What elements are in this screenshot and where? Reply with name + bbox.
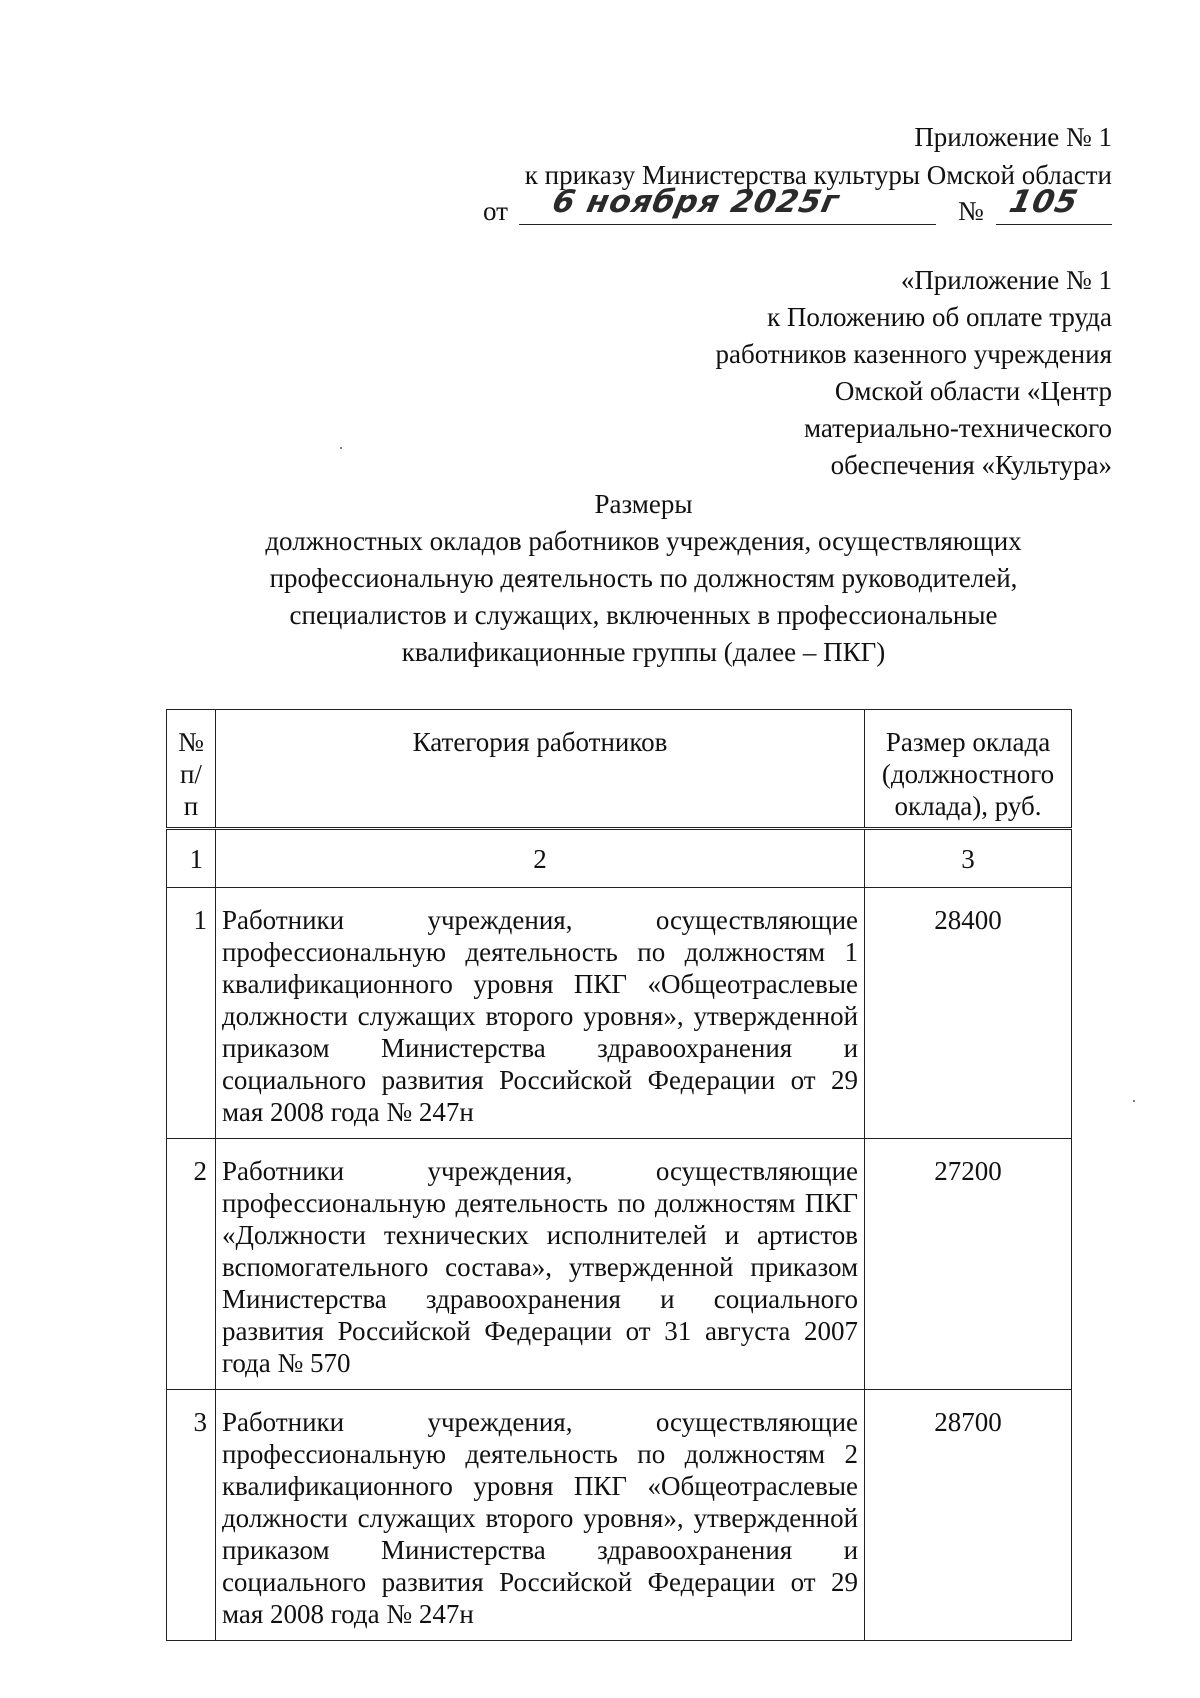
number-underline [996,224,1112,225]
table-row [167,888,1072,1139]
salary-cell: 28700 [865,1390,1072,1641]
order-date-number-row [483,184,1112,230]
header-number-line: п [183,791,199,821]
salary-cell: 28400 [865,888,1072,1139]
appendix-quote-line: материально-технического [803,413,1112,443]
appendix-quote-line: обеспечения «Культура» [830,450,1112,480]
header-number-line: № [178,727,204,757]
salary-table [166,709,1072,1641]
scan-speck [340,447,342,449]
header-salary-line: оклада), руб. [894,791,1042,821]
handwritten-number: 105 [1006,184,1082,220]
date-underline [519,224,936,225]
table-header-row [167,710,1072,829]
order-reference-line: к приказу Министерства культуры Омской области [524,160,1112,190]
appendix-number-line: Приложение № 1 [914,122,1112,152]
handwritten-date: 6 ноября 2025г [549,184,843,220]
number-label: № [958,196,984,226]
appendix-quote-line: работников казенного учреждения [715,339,1112,369]
title-line: профессиональную деятельность по должностям руководителей, [269,563,1018,593]
header-salary-line: Размер оклада [885,727,1051,757]
header-salary-line: (должностного [881,759,1055,789]
from-label: от [483,196,508,226]
category-cell: Работники учреждения, осуществляющие профессиональную деятельность по должностям ПКГ «Должности технических исполнителей и артистов вспомогательного состава», утвержденной приказом Министерства здравоохранения и социального развития Российской Федерации от 31 августа 2007 года № 570 [215,1139,864,1390]
appendix-quote-block [716,262,1112,484]
row-number-cell: 1 [167,888,216,1139]
title-heading: Размеры [594,489,693,519]
appendix-quote-line: «Приложение № 1 [900,265,1112,295]
scan-speck [1133,1100,1135,1102]
category-cell: Работники учреждения, осуществляющие профессиональную деятельность по должностям 2 квалификационного уровня ПКГ «Общеотраслевые должности служащих второго уровня», утвержденной приказом Министерства здравоохранения и социального развития Российской Федерации от 29 мая 2008 года № 247н [215,1390,864,1641]
title-line: должностных окладов работников учреждения, осуществляющих [265,526,1022,556]
table-row [167,1390,1072,1641]
index-cell: 1 [167,829,216,888]
appendix-quote-line: Омской области «Центр [834,376,1112,406]
header-cell-number [167,710,216,829]
category-cell: Работники учреждения, осуществляющие профессиональную деятельность по должностям 1 квалификационного уровня ПКГ «Общеотраслевые должности служащих второго уровня», утвержденной приказом Министерства здравоохранения и социального развития Российской Федерации от 29 мая 2008 года № 247н [215,888,864,1139]
header-cell-category: Категория работников [215,710,864,829]
header-cell-salary [865,710,1072,829]
row-number-cell: 3 [167,1390,216,1641]
table-row [167,1139,1072,1390]
header-number-line: п/ [179,759,202,789]
index-cell: 3 [865,829,1072,888]
title-line: квалификационные группы (далее – ПКГ) [401,637,886,667]
index-cell: 2 [215,829,864,888]
salary-cell: 27200 [865,1139,1072,1390]
row-number-cell: 2 [167,1139,216,1390]
table-index-row [167,829,1072,888]
appendix-quote-line: к Положению об оплате труда [767,302,1112,332]
document-title [150,486,1137,671]
title-line: специалистов и служащих, включенных в профессиональные [289,600,998,630]
